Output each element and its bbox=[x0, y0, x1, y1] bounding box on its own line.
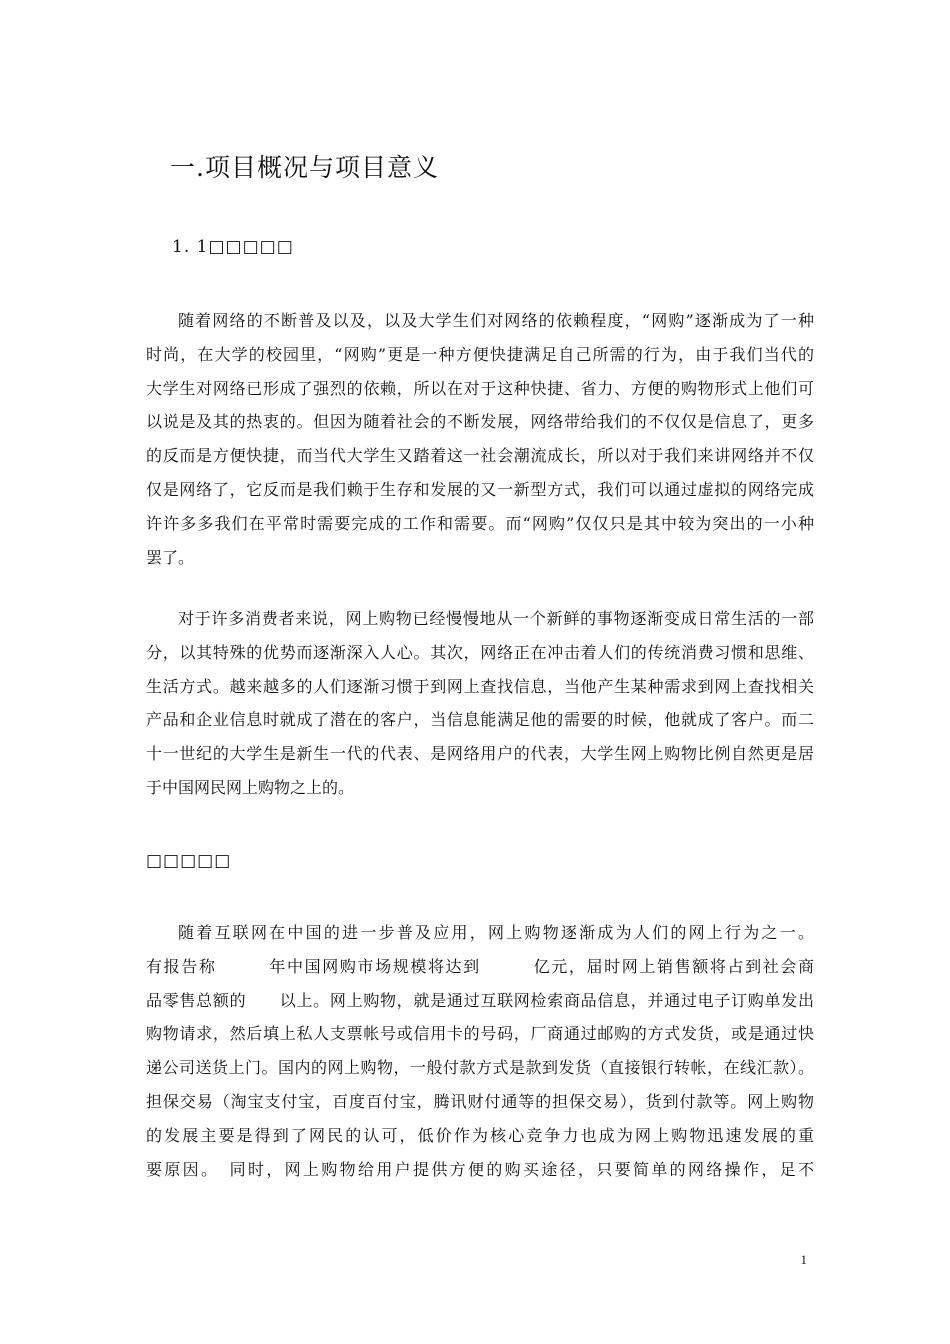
paragraph-2 bbox=[146, 602, 814, 805]
paragraph-line: 仅是网络了，它反而是我们赖于生存和发展的又一新型方式，我们可以通过虚拟的网络完成 bbox=[146, 479, 814, 499]
section-heading-1-1: 1. 1□□□□□ bbox=[172, 237, 294, 257]
paragraph-line: 对于许多消费者来说，网上购物已经慢慢地从一个新鲜的事物逐渐变成日常生活的一部 bbox=[178, 609, 814, 628]
paragraph-line: 购物请求，然后填上私人支票帐号或信用卡的号码，厂商通过邮购的方式发货，或是通过快 bbox=[146, 1024, 814, 1044]
paragraph-line: 要原因。 同时，网上购物给用户提供方便的购买途径，只要简单的网络操作，足不 bbox=[146, 1159, 814, 1179]
page-number: 1 bbox=[800, 1252, 807, 1267]
paragraph-1 bbox=[146, 304, 814, 574]
paragraph-line: 随着网络的不断普及以及，以及大学生们对网络的依赖程度，“网购”逐渐成为了一种 bbox=[178, 311, 814, 330]
document-title: 一.项目概况与项目意义 bbox=[170, 153, 439, 182]
paragraph-line: 十一世纪的大学生是新生一代的代表、是网络用户的代表，大学生网上购物比例自然更是居 bbox=[146, 744, 814, 764]
paragraph-line: 随着互联网在中国的进一步普及应用，网上购物逐渐成为人们的网上行为之一。 bbox=[178, 923, 814, 942]
paragraph-line: 于中国网民网上购物之上的。 bbox=[146, 777, 355, 797]
paragraph-line: 的反而是方便快捷，而当代大学生又踏着这一社会潮流成长，所以对于我们来讲网络并不仅 bbox=[146, 446, 814, 466]
paragraph-line: 以说是及其的热衷的。但因为随着社会的不断发展，网络带给我们的不仅仅是信息了，更多 bbox=[146, 412, 814, 432]
paragraph-line: 生活方式。越来越多的人们逐渐习惯于到网上查找信息，当他产生某种需求到网上查找相关 bbox=[146, 676, 814, 696]
paragraph-line: 许许多多我们在平常时需要完成的工作和需要。而“网购”仅仅只是其中较为突出的一小种 bbox=[146, 513, 814, 533]
paragraph-line: 分，以其特殊的优势而逐渐深入人心。其次，网络正在冲击着人们的传统消费习惯和思维、 bbox=[146, 642, 814, 662]
paragraph-line: 产品和企业信息时就成了潜在的客户，当信息能满足他的需要的时候，他就成了客户。而二 bbox=[146, 710, 814, 730]
paragraph-line: 品零售总额的 以上。网上购物，就是通过互联网检索商品信息，并通过电子订购单发出 bbox=[146, 990, 814, 1010]
paragraph-line: 的发展主要是得到了网民的认可，低价作为核心竞争力也成为网上购物迅速发展的重 bbox=[146, 1125, 814, 1145]
paragraph-3 bbox=[146, 916, 814, 1186]
paragraph-line: 大学生对网络已形成了强烈的依赖，所以在对于这种快捷、省力、方便的购物形式上他们可 bbox=[146, 378, 814, 398]
paragraph-line: 罢了。 bbox=[146, 547, 195, 567]
paragraph-line: 递公司送货上门。国内的网上购物，一般付款方式是款到发货（直接银行转帐，在线汇款）。 bbox=[146, 1058, 814, 1078]
paragraph-line: 时尚，在大学的校园里，“网购”更是一种方便快捷满足自己所需的行为，由于我们当代的 bbox=[146, 344, 814, 364]
section-heading-2: □□□□□ bbox=[146, 851, 232, 871]
paragraph-line: 有报告称 年中国网购市场规模将达到 亿元，届时网上销售额将占到社会商 bbox=[146, 956, 814, 976]
paragraph-line: 担保交易（淘宝支付宝，百度百付宝，腾讯财付通等的担保交易），货到付款等。网上购物 bbox=[146, 1091, 814, 1111]
